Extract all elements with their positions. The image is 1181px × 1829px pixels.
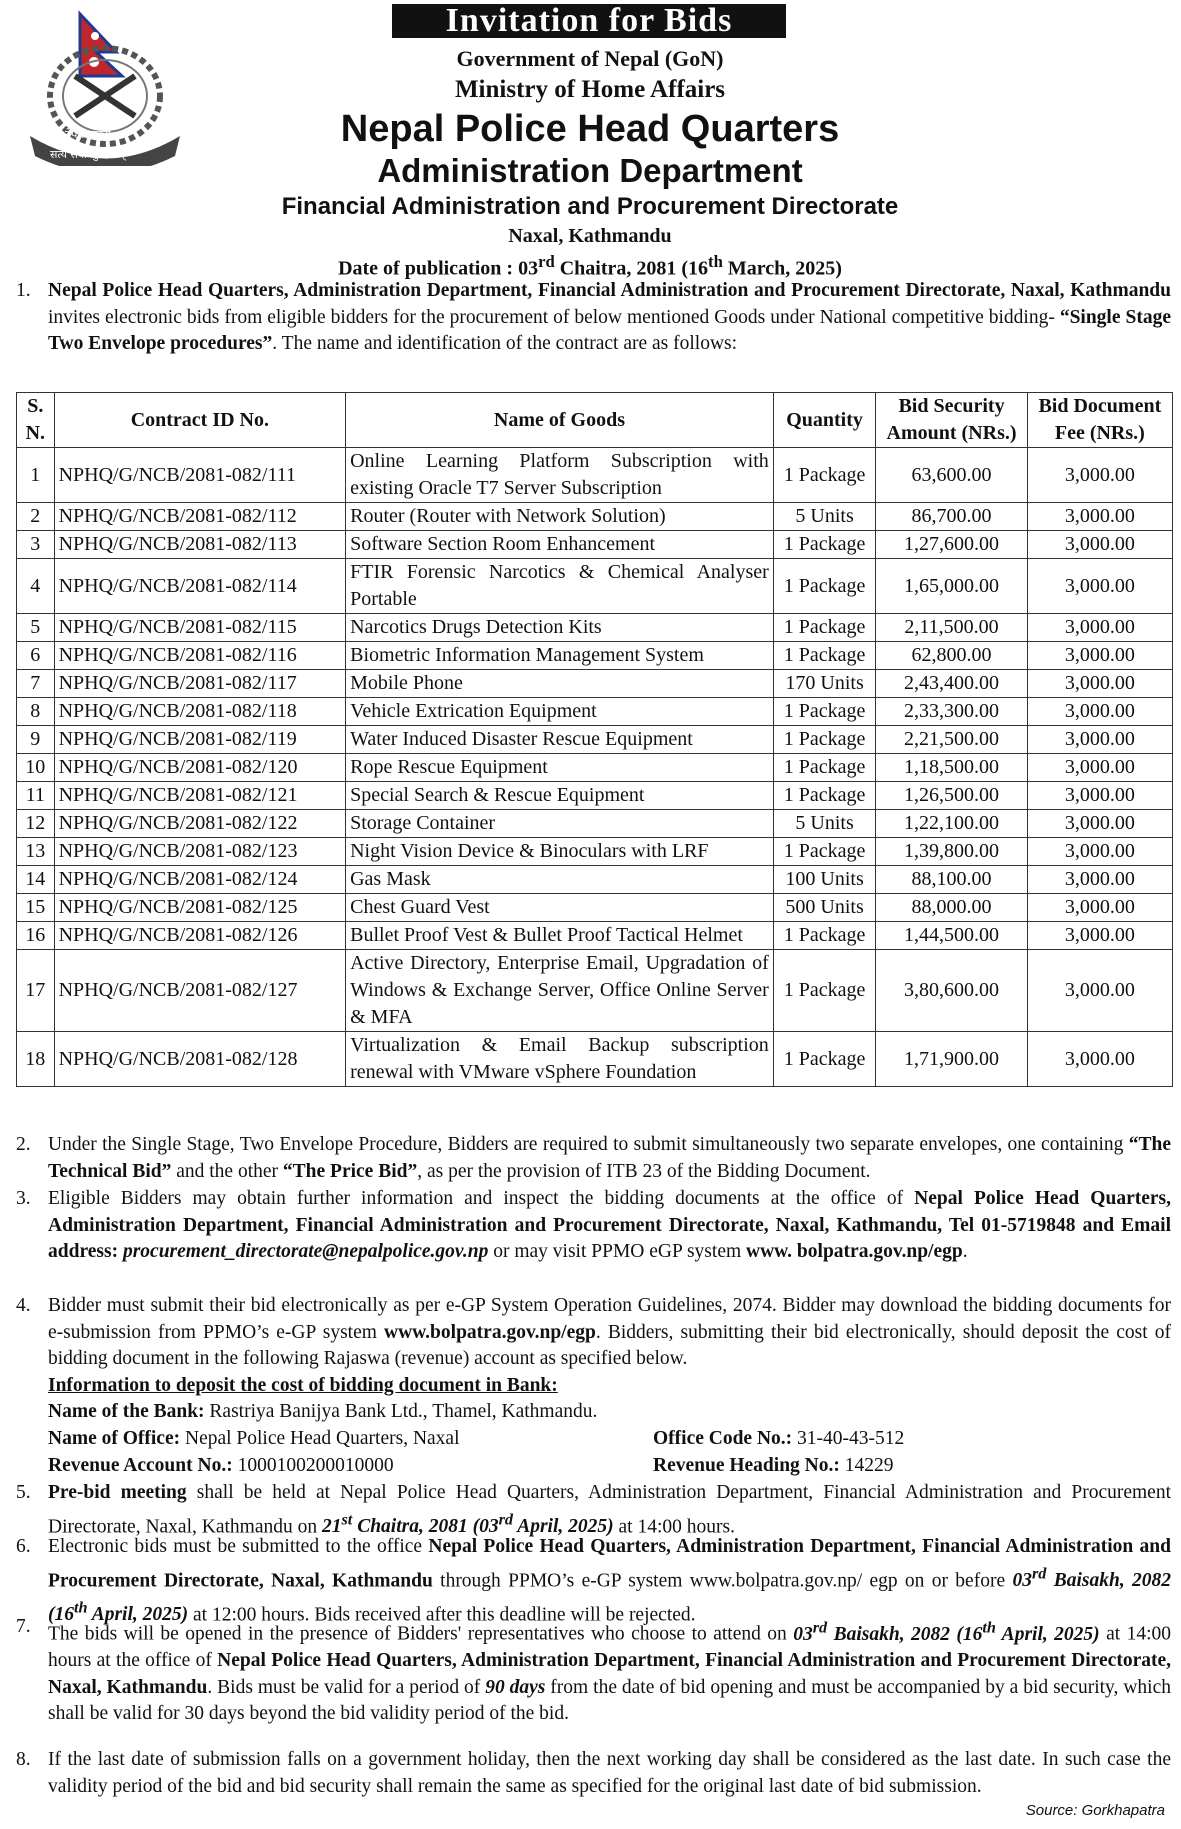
clause-4: 4. Bidder must submit their bid electronically as per e-GP System Operation Guidelines, 2074. Bidder may download the bidding documents for e-submission from PPMO’s e-GP system www.bolpatra.gov.np/egp. Bidders, submitting their bid electronically, should deposit the cost of bidding document in the following Rajaswa (revenue) account as specified below. [16,1295,1171,1369]
bank-info-heading: Information to deposit the cost of bidding document in Bank: [48,1375,558,1396]
table-row [17,503,1173,531]
table-row [17,922,1173,950]
cell-sn: 7 [17,670,55,698]
cell-quantity: 1 Package [773,531,876,559]
cell-contract-id: NPHQ/G/NCB/2081-082/126 [54,922,346,950]
cell-bid-document-fee: 3,000.00 [1027,754,1172,782]
cell-quantity: 1 Package [773,950,876,1032]
cell-quantity: 5 Units [773,503,876,531]
cell-sn: 11 [17,782,55,810]
clause-5: 5. Pre-bid meeting shall be held at Nepal Police Head Quarters, Administration Department, Financial Administration and Procurement Directorate, Naxal, Kathmandu on 21st Chaitra, 2081 (03rd April, 2025) at 14:00 hours. [16,1482,1171,1537]
cell-sn: 14 [17,866,55,894]
cell-name-of-goods: Narcotics Drugs Detection Kits [346,614,774,642]
cell-contract-id: NPHQ/G/NCB/2081-082/123 [54,838,346,866]
cell-name-of-goods: Rope Rescue Equipment [346,754,774,782]
table-row [17,614,1173,642]
cell-contract-id: NPHQ/G/NCB/2081-082/124 [54,866,346,894]
cell-sn: 5 [17,614,55,642]
cell-bid-document-fee: 3,000.00 [1027,810,1172,838]
cell-contract-id: NPHQ/G/NCB/2081-082/120 [54,754,346,782]
clause-1: 1. Nepal Police Head Quarters, Administration Department, Financial Administration and Procurement Directorate, Naxal, Kathmandu invites electronic bids from eligible bidders for the procurement of below mentioned Goods under National competitive bidding- “Single Stage Two Envelope procedures”. The name and identification of the contract are as follows: [16,280,1171,354]
col-name-of-goods: Name of Goods [346,393,774,448]
cell-contract-id: NPHQ/G/NCB/2081-082/127 [54,950,346,1032]
cell-sn: 1 [17,448,55,503]
table-row [17,1032,1173,1087]
table-row [17,950,1173,1032]
cell-bid-document-fee: 3,000.00 [1027,922,1172,950]
cell-bid-document-fee: 3,000.00 [1027,531,1172,559]
table-row [17,670,1173,698]
cell-bid-document-fee: 3,000.00 [1027,614,1172,642]
cell-bid-security: 1,39,800.00 [876,838,1027,866]
cell-name-of-goods: Virtualization & Email Backup subscription renewal with VMware vSphere Foundation [346,1032,774,1087]
cell-bid-security: 88,100.00 [876,866,1027,894]
cell-bid-document-fee: 3,000.00 [1027,503,1172,531]
table-row [17,782,1173,810]
cell-sn: 9 [17,726,55,754]
cell-bid-document-fee: 3,000.00 [1027,698,1172,726]
cell-name-of-goods: Gas Mask [346,866,774,894]
cell-quantity: 1 Package [773,559,876,614]
cell-sn: 15 [17,894,55,922]
government-name: Government of Nepal (GoN) [456,46,724,71]
cell-sn: 13 [17,838,55,866]
cell-quantity: 1 Package [773,922,876,950]
cell-bid-document-fee: 3,000.00 [1027,894,1172,922]
bank-name-line: Name of the Bank: Rastriya Banijya Bank Ltd., Thamel, Kathmandu. [48,1401,598,1422]
cell-name-of-goods: Night Vision Device & Binoculars with LRF [346,838,774,866]
directorate-name: Financial Administration and Procurement Directorate [281,193,899,220]
cell-contract-id: NPHQ/G/NCB/2081-082/113 [54,531,346,559]
cell-contract-id: NPHQ/G/NCB/2081-082/112 [54,503,346,531]
cell-quantity: 1 Package [773,642,876,670]
cell-bid-security: 88,000.00 [876,894,1027,922]
bolpatra-link: www. bolpatra.gov.np/egp [746,1241,963,1262]
cell-quantity: 5 Units [773,810,876,838]
cell-name-of-goods: Software Section Room Enhancement [346,531,774,559]
cell-contract-id: NPHQ/G/NCB/2081-082/115 [54,614,346,642]
cell-bid-document-fee: 3,000.00 [1027,1032,1172,1087]
cell-contract-id: NPHQ/G/NCB/2081-082/125 [54,894,346,922]
cell-sn: 17 [17,950,55,1032]
cell-bid-document-fee: 3,000.00 [1027,559,1172,614]
table-row [17,642,1173,670]
email-address: procurement_directorate@nepalpolice.gov.np [122,1241,489,1262]
col-sn: S. N. [17,393,55,448]
clause-3: 3. Eligible Bidders may obtain further information and inspect the bidding documents at the office of Nepal Police Head Quarters, Administration Department, Financial Administration and Procurement Directorate, Naxal, Kathmandu, Tel 01-5719848 and Email address: procurement_directorate@nepalpolice.gov.np or may visit PPMO eGP system www. bolpatra.gov.np/egp. [16,1188,1171,1262]
cell-contract-id: NPHQ/G/NCB/2081-082/121 [54,782,346,810]
cell-bid-security: 1,22,100.00 [876,810,1027,838]
table-header-row [17,393,1173,448]
cell-sn: 6 [17,642,55,670]
cell-bid-document-fee: 3,000.00 [1027,866,1172,894]
cell-name-of-goods: Active Directory, Enterprise Email, Upgradation of Windows & Exchange Server, Office Online Server & MFA [346,950,774,1032]
cell-sn: 8 [17,698,55,726]
cell-contract-id: NPHQ/G/NCB/2081-082/117 [54,670,346,698]
table-row [17,838,1173,866]
cell-quantity: 1 Package [773,1032,876,1087]
cell-bid-security: 3,80,600.00 [876,950,1027,1032]
cell-name-of-goods: Vehicle Extrication Equipment [346,698,774,726]
cell-contract-id: NPHQ/G/NCB/2081-082/116 [54,642,346,670]
cell-quantity: 1 Package [773,726,876,754]
cell-contract-id: NPHQ/G/NCB/2081-082/119 [54,726,346,754]
col-contract-id: Contract ID No. [54,393,346,448]
office-location: Naxal, Kathmandu [508,225,672,247]
table-row [17,754,1173,782]
cell-bid-security: 1,26,500.00 [876,782,1027,810]
cell-bid-document-fee: 3,000.00 [1027,950,1172,1032]
cell-quantity: 1 Package [773,614,876,642]
cell-contract-id: NPHQ/G/NCB/2081-082/111 [54,448,346,503]
cell-bid-security: 1,44,500.00 [876,922,1027,950]
cell-quantity: 170 Units [773,670,876,698]
cell-quantity: 1 Package [773,754,876,782]
nepal-police-emblem-icon [10,6,200,166]
cell-contract-id: NPHQ/G/NCB/2081-082/118 [54,698,346,726]
cell-bid-security: 2,43,400.00 [876,670,1027,698]
table-row [17,559,1173,614]
cell-name-of-goods: Mobile Phone [346,670,774,698]
clause-2: 2. Under the Single Stage, Two Envelope Procedure, Bidders are required to submit simultaneously two separate envelopes, one containing “The Technical Bid” and the other “The Price Bid”, as per the provision of ITB 23 of the Bidding Document. [16,1134,1171,1182]
cell-sn: 18 [17,1032,55,1087]
cell-bid-security: 2,33,300.00 [876,698,1027,726]
clause-7: 7. The bids will be opened in the presence of Bidders' representatives who choose to attend on 03rd Baisakh, 2082 (16th April, 2025) at 14:00 hours at the office of Nepal Police Head Quarters, Administration Department, Financial Administration and Procurement Directorate, Naxal, Kathmandu. Bids must be valid for a period of 90 days from the date of bid opening and must be accompanied by a bid security, which shall be valid for 30 days beyond the bid validity period of the bid. [16,1616,1172,1724]
publication-date: Date of publication : 03rd Chaitra, 2081 (16th March, 2025) [338,252,842,280]
cell-quantity: 1 Package [773,698,876,726]
cell-quantity: 1 Package [773,838,876,866]
col-quantity: Quantity [773,393,876,448]
department-name: Administration Department [377,152,803,189]
cell-bid-security: 86,700.00 [876,503,1027,531]
cell-bid-security: 63,600.00 [876,448,1027,503]
cell-sn: 3 [17,531,55,559]
bids-table [16,392,1173,1087]
cell-quantity: 500 Units [773,894,876,922]
cell-bid-security: 1,27,600.00 [876,531,1027,559]
office-info-line: Name of Office: Nepal Police Head Quarters, Naxal Office Code No.: 31-40-43-512 [48,1428,905,1449]
cell-name-of-goods: Special Search & Rescue Equipment [346,782,774,810]
cell-name-of-goods: Biometric Information Management System [346,642,774,670]
cell-bid-document-fee: 3,000.00 [1027,642,1172,670]
clause-8: 8. If the last date of submission falls on a government holiday, then the next working day shall be considered as the last date. In such case the validity period of the bid and bid security shall remain the same as specified for the original last date of bid submission. [16,1749,1171,1797]
cell-sn: 4 [17,559,55,614]
cell-sn: 2 [17,503,55,531]
cell-contract-id: NPHQ/G/NCB/2081-082/114 [54,559,346,614]
cell-name-of-goods: Storage Container [346,810,774,838]
cell-sn: 10 [17,754,55,782]
cell-bid-document-fee: 3,000.00 [1027,448,1172,503]
clause-6: 6. Electronic bids must be submitted to the office Nepal Police Head Quarters, Administration Department, Financial Administration and Procurement Directorate, Naxal, Kathmandu through PPMO’s e-GP system www.bolpatra.gov.np/ egp on or before 03rd Baisakh, 2082 (16th April, 2025) at 12:00 hours. Bids received after this deadline will be rejected. [16,1536,1172,1625]
cell-sn: 16 [17,922,55,950]
cell-quantity: 1 Package [773,782,876,810]
table-row [17,531,1173,559]
table-row [17,448,1173,503]
cell-bid-security: 62,800.00 [876,642,1027,670]
revenue-info-line: Revenue Account No.: 1000100200010000 Revenue Heading No.: 14229 [48,1455,894,1476]
cell-name-of-goods: Chest Guard Vest [346,894,774,922]
cell-contract-id: NPHQ/G/NCB/2081-082/128 [54,1032,346,1087]
office-name: Nepal Police Head Quarters [340,108,840,150]
cell-quantity: 1 Package [773,448,876,503]
cell-sn: 12 [17,810,55,838]
cell-name-of-goods: FTIR Forensic Narcotics & Chemical Analyser Portable [346,559,774,614]
table-row [17,726,1173,754]
cell-bid-security: 1,18,500.00 [876,754,1027,782]
cell-name-of-goods: Water Induced Disaster Rescue Equipment [346,726,774,754]
col-bid-document-fee: Bid Document Fee (NRs.) [1027,393,1172,448]
cell-quantity: 100 Units [773,866,876,894]
cell-bid-security: 2,11,500.00 [876,614,1027,642]
cell-bid-document-fee: 3,000.00 [1027,838,1172,866]
cell-bid-document-fee: 3,000.00 [1027,782,1172,810]
emblem-motto-2: सत्य सेवा सुरक्षणम् [50,148,125,161]
cell-bid-document-fee: 3,000.00 [1027,670,1172,698]
table-row [17,810,1173,838]
cell-bid-document-fee: 3,000.00 [1027,726,1172,754]
cell-name-of-goods: Online Learning Platform Subscription with existing Oracle T7 Server Subscription [346,448,774,503]
cell-bid-security: 1,65,000.00 [876,559,1027,614]
notice-banner: Invitation for Bids [392,4,786,38]
table-row [17,894,1173,922]
table-row [17,866,1173,894]
cell-name-of-goods: Bullet Proof Vest & Bullet Proof Tactical Helmet [346,922,774,950]
cell-bid-security: 1,71,900.00 [876,1032,1027,1087]
ministry-name: Ministry of Home Affairs [454,76,726,103]
source-credit: Source: Gorkhapatra [1025,1802,1165,1819]
emblem-motto-1: नेपाल प्रहरी [65,128,111,141]
cell-contract-id: NPHQ/G/NCB/2081-082/122 [54,810,346,838]
cell-name-of-goods: Router (Router with Network Solution) [346,503,774,531]
cell-bid-security: 2,21,500.00 [876,726,1027,754]
col-bid-security: Bid Security Amount (NRs.) [876,393,1027,448]
table-row [17,698,1173,726]
